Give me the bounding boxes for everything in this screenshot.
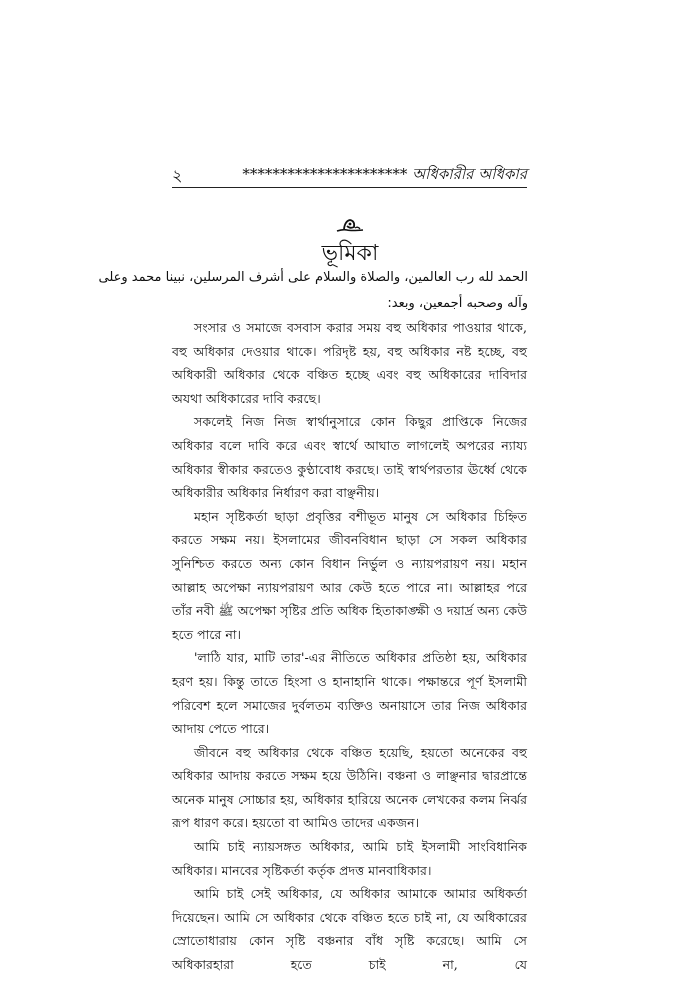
paragraph-2: সকলেই নিজ নিজ স্বার্থানুসারে কোন কিছুর প্রাপ্তিকে নিজের অধিকার বলে দাবি করে এবং স্বার্থে আঘাত লাগলেই অপরের ন্যায্য অধিকার স্বীকার করতেও কুণ্ঠাবোধ করছে। তাই স্বার্থপরতার ঊর্ধ্বে থেকে অধিকারীর অধিকার নির্ধারণ করা বাঞ্ছনীয়। (172, 414, 527, 501)
page-header (172, 163, 527, 185)
page-number: ২ (172, 166, 183, 185)
body-text (172, 316, 527, 977)
paragraph-1: সংসার ও সমাজে বসবাস করার সময় বহু অধিকার পাওয়ার থাকে, বহু অধিকার দেওয়ার থাকে। পরিদৃষ্ট হয়, বহু অধিকার নষ্ট হচ্ছে, বহু অধিকারী অধিকার থেকে বঞ্চিত হচ্ছে এবং বহু অধিকারের দাবিদার অযথা অধিকারের দাবি করছে। (172, 320, 527, 406)
paragraph-6: আমি চাই ন্যায়সঙ্গত অধিকার, আমি চাই ইসলামী সাংবিধানিক অধিকার। মানবের সৃষ্টিকর্তা কর্তৃক প্রদত্ত মানবাধিকার। (172, 839, 527, 878)
calligraphic-ornament-icon (335, 217, 365, 235)
paragraph-7: আমি চাই সেই অধিকার, যে অধিকার আমাকে আমার অধিকর্তা দিয়েছেন। আমি সে অধিকার থেকে বঞ্চিত হতে চাই না, যে অধিকারের স্রোতোধারায় কোন সৃষ্টি বঞ্চনার বাঁধ সৃষ্টি করেছে। আমি সে অধিকারহারা হতে চাই না, যে (172, 886, 527, 973)
section-heading: ভূমিকা (321, 241, 379, 266)
header-rule (172, 187, 527, 188)
arabic-invocation-line-1: الحمد لله رب العالمين، والصلاة والسلام على أشرف المرسلين، نبينا محمد وعلى (98, 270, 528, 285)
paragraph-4: 'লাঠি যার, মাটি তার'-এর নীতিতে অধিকার প্রতিষ্ঠা হয়, অধিকার হরণ হয়। কিন্তু তাতে হিংসা ও হানাহানি থাকে। পক্ষান্তরে পূর্ণ ইসলামী পরিবেশ হলে সমাজের দুর্বলতম ব্যক্তিও অনায়াসে তার নিজ অধিকার আদায় পেতে পারে। (172, 650, 527, 737)
paragraph-5: জীবনে বহু অধিকার থেকে বঞ্চিত হয়েছি, হয়তো অনেকের বহু অধিকার আদায় করতে সক্ষম হয়ে উঠিনি। বঞ্চনা ও লাঞ্ছনার দ্বারপ্রান্তে অনেক মানুষ সোচ্চার হয়, অধিকার হারিয়ে অনেক লেখকের কলম নির্ঝর রূপ ধারণ করে। হয়তো বা আমিও তাদের একজন। (172, 744, 527, 831)
paragraph-3: মহান সৃষ্টিকর্তা ছাড়া প্রবৃত্তির বশীভূত মানুষ সে অধিকার চিহ্নিত করতে সক্ষম নয়। ইসলামের জীবনবিধান ছাড়া সে সকল অধিকার সুনিশ্চিত করতে অন্য কোন বিধান নির্ভুল ও ন্যায়পরায়ণ নয়। মহান আল্লাহ অপেক্ষা ন্যায়পরায়ণ আর কেউ হতে পারে না। আল্লাহর পরে তাঁর নবী ﷺ অপেক্ষা সৃষ্টির প্রতি অধিক হিতাকাঙ্ক্ষী ও দয়ার্দ্র অন্য কেউ হতে পারে না। (172, 508, 528, 642)
arabic-invocation-line-2: وآله وصحبه أجمعين، وبعد: (387, 296, 528, 311)
running-title: ********************** অধিকারীর অধিকার (242, 165, 527, 183)
